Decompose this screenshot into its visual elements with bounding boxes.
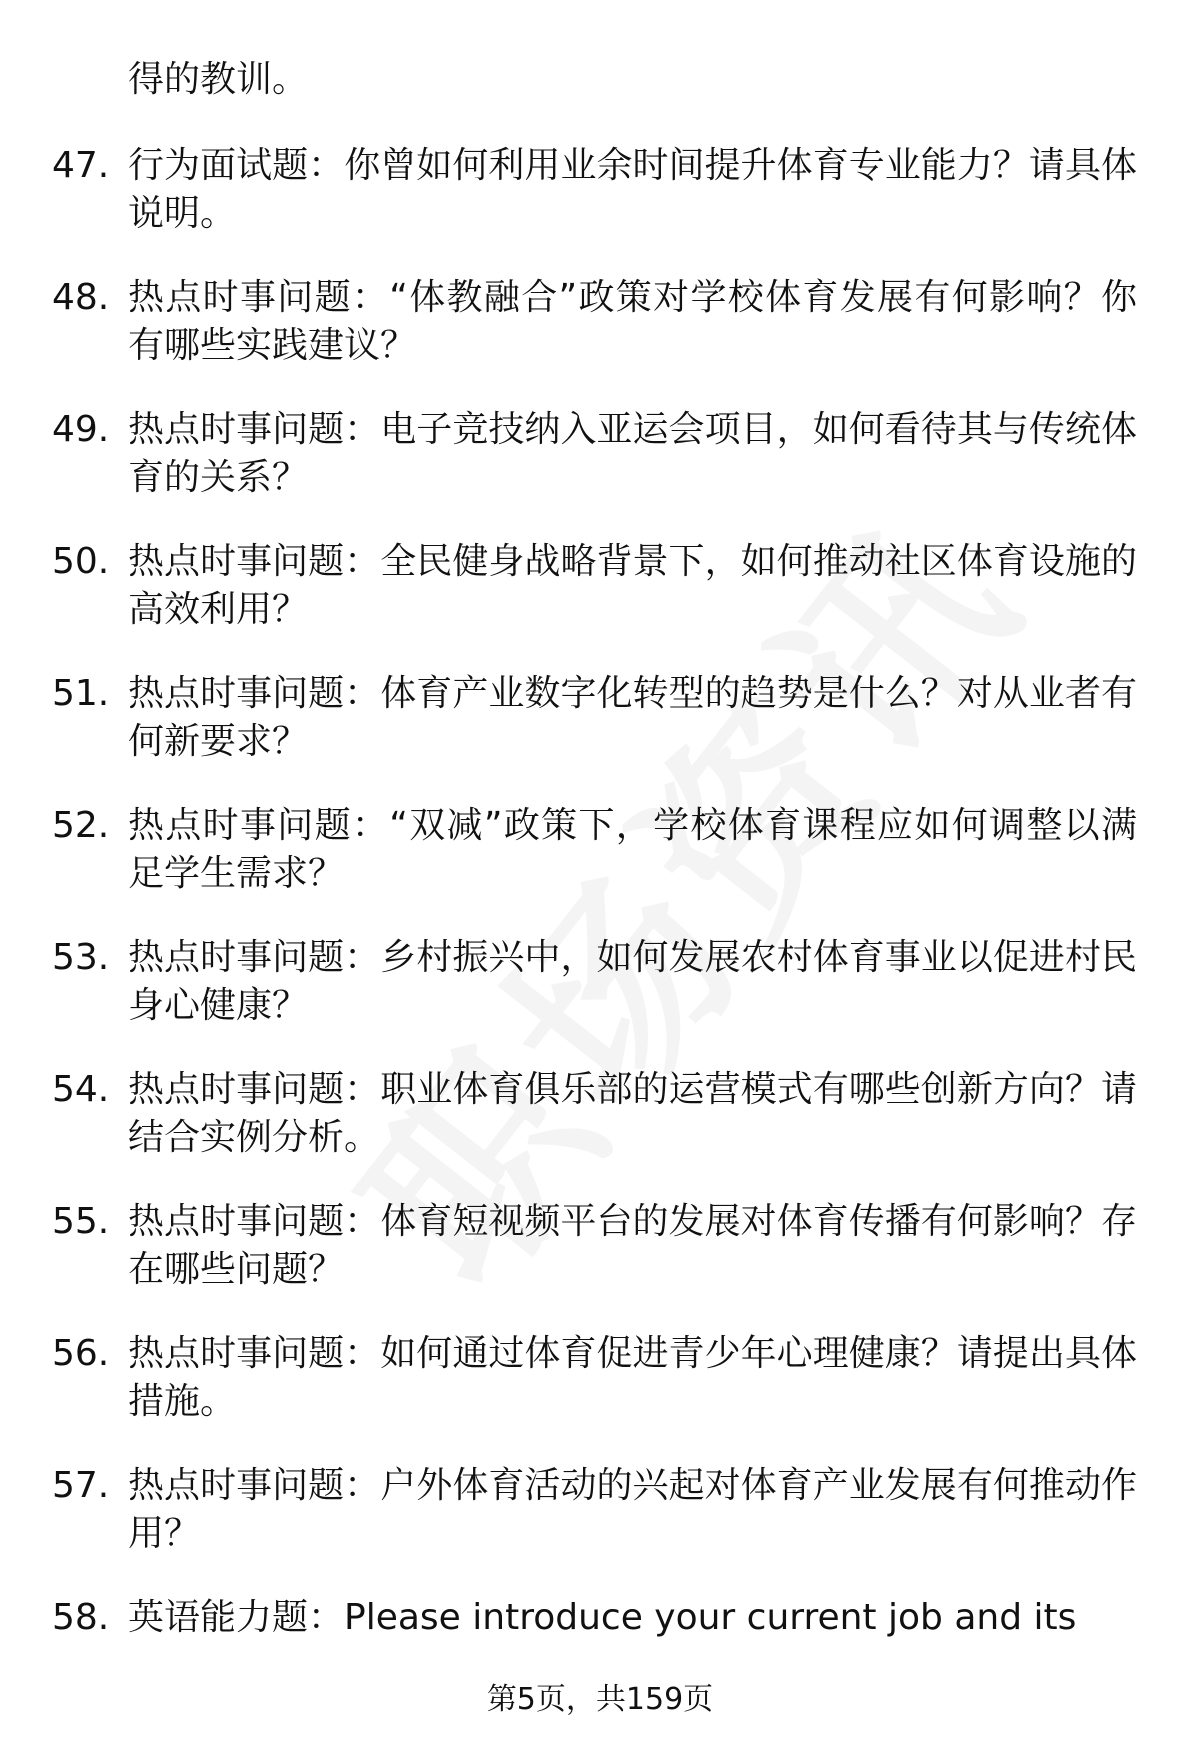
question-item [52,274,1137,406]
question-item [52,406,1137,538]
question-text: 热点时事问题：职业体育俱乐部的运营模式有哪些创新方向？请结合实例分析。 [128,1069,1137,1158]
question-number: 57. [52,1465,110,1506]
question-item [52,1462,1137,1594]
question-number: 48. [52,277,110,318]
question-text: 热点时事问题：如何通过体育促进青少年心理健康？请提出具体措施。 [128,1333,1137,1422]
question-number: 51. [52,673,110,714]
question-text: 热点时事问题：全民健身战略背景下，如何推动社区体育设施的高效利用？ [128,541,1137,630]
question-text: 热点时事问题：户外体育活动的兴起对体育产业发展有何推动作用？ [128,1465,1137,1554]
question-number: 54. [52,1069,110,1110]
question-number: 47. [52,145,110,186]
question-text: 行为面试题：你曾如何利用业余时间提升体育专业能力？请具体说明。 [128,145,1137,234]
question-text: 热点时事问题：“体教融合”政策对学校体育发展有何影响？你有哪些实践建议？ [128,277,1137,366]
continuation-text: 得的教训。 [128,59,309,100]
question-text: 热点时事问题：电子竞技纳入亚运会项目，如何看待其与传统体育的关系？ [128,409,1137,498]
question-item [52,142,1137,274]
question-item [52,1198,1137,1330]
question-item [52,1066,1137,1198]
question-number: 50. [52,541,110,582]
question-item [52,802,1137,934]
question-text: 热点时事问题：体育短视频平台的发展对体育传播有何影响？存在哪些问题？ [128,1201,1137,1290]
question-number: 52. [52,805,110,846]
question-text: 热点时事问题：乡村振兴中，如何发展农村体育事业以促进村民身心健康？ [128,937,1137,1026]
question-item [52,538,1137,670]
question-list [52,142,1137,1726]
question-item [52,1330,1137,1462]
question-number: 55. [52,1201,110,1242]
question-number: 49. [52,409,110,450]
page-footer: 第5页，共159页 [486,1682,714,1717]
question-number: 56. [52,1333,110,1374]
question-text: 热点时事问题：体育产业数字化转型的趋势是什么？对从业者有何新要求？ [128,673,1137,762]
question-item [52,934,1137,1066]
question-text: 热点时事问题：“双减”政策下，学校体育课程应如何调整以满足学生需求？ [128,805,1137,894]
question-text: 英语能力题：Please introduce your current job and its [128,1597,1077,1638]
question-item [52,670,1137,802]
question-number: 53. [52,937,110,978]
question-number: 58. [52,1597,110,1638]
